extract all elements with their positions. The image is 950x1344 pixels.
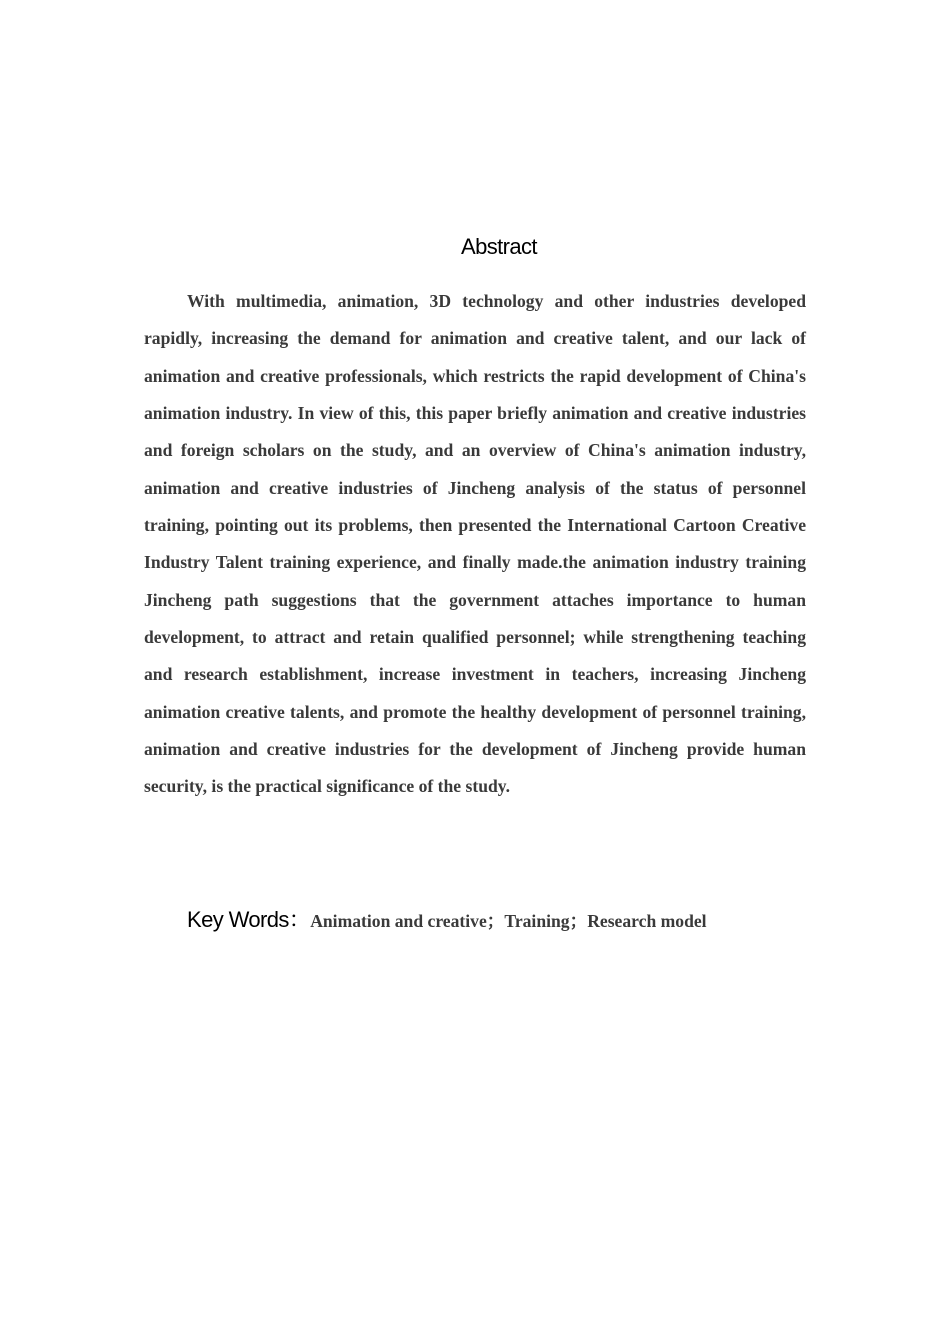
abstract-title: Abstract — [461, 234, 537, 259]
keywords-label: Key Words： — [187, 907, 311, 932]
keyword-item: Training — [504, 911, 570, 931]
keyword-separator: ； — [569, 911, 588, 931]
keyword-item: Animation and creative — [310, 911, 487, 931]
keywords-line — [187, 903, 707, 934]
keyword-item: Research model — [587, 911, 707, 931]
keyword-separator: ； — [486, 911, 505, 931]
abstract-body: With multimedia, animation, 3D technology and other industries developed rapidly, increasing the demand for animation and creative talent, and our lack of animation and creative professionals, which restricts the rapid development of China's animation industry. In view of this, this paper briefly animation and creative industries and foreign scholars on the study, and an overview of China's animation industry, animation and creative industries of Jincheng analysis of the status of personnel training, pointing out its problems, then presented the International Cartoon Creative Industry Talent training experience, and finally made.the animation industry training Jincheng path suggestions that the government attaches importance to human development, to attract and retain qualified personnel; while strengthening teaching and research establishment, increase investment in teachers, increasing Jincheng animation creative talents, and promote the healthy development of personnel training, animation and creative industries for the development of Jincheng provide human security, is the practical significance of the study. — [144, 291, 806, 797]
